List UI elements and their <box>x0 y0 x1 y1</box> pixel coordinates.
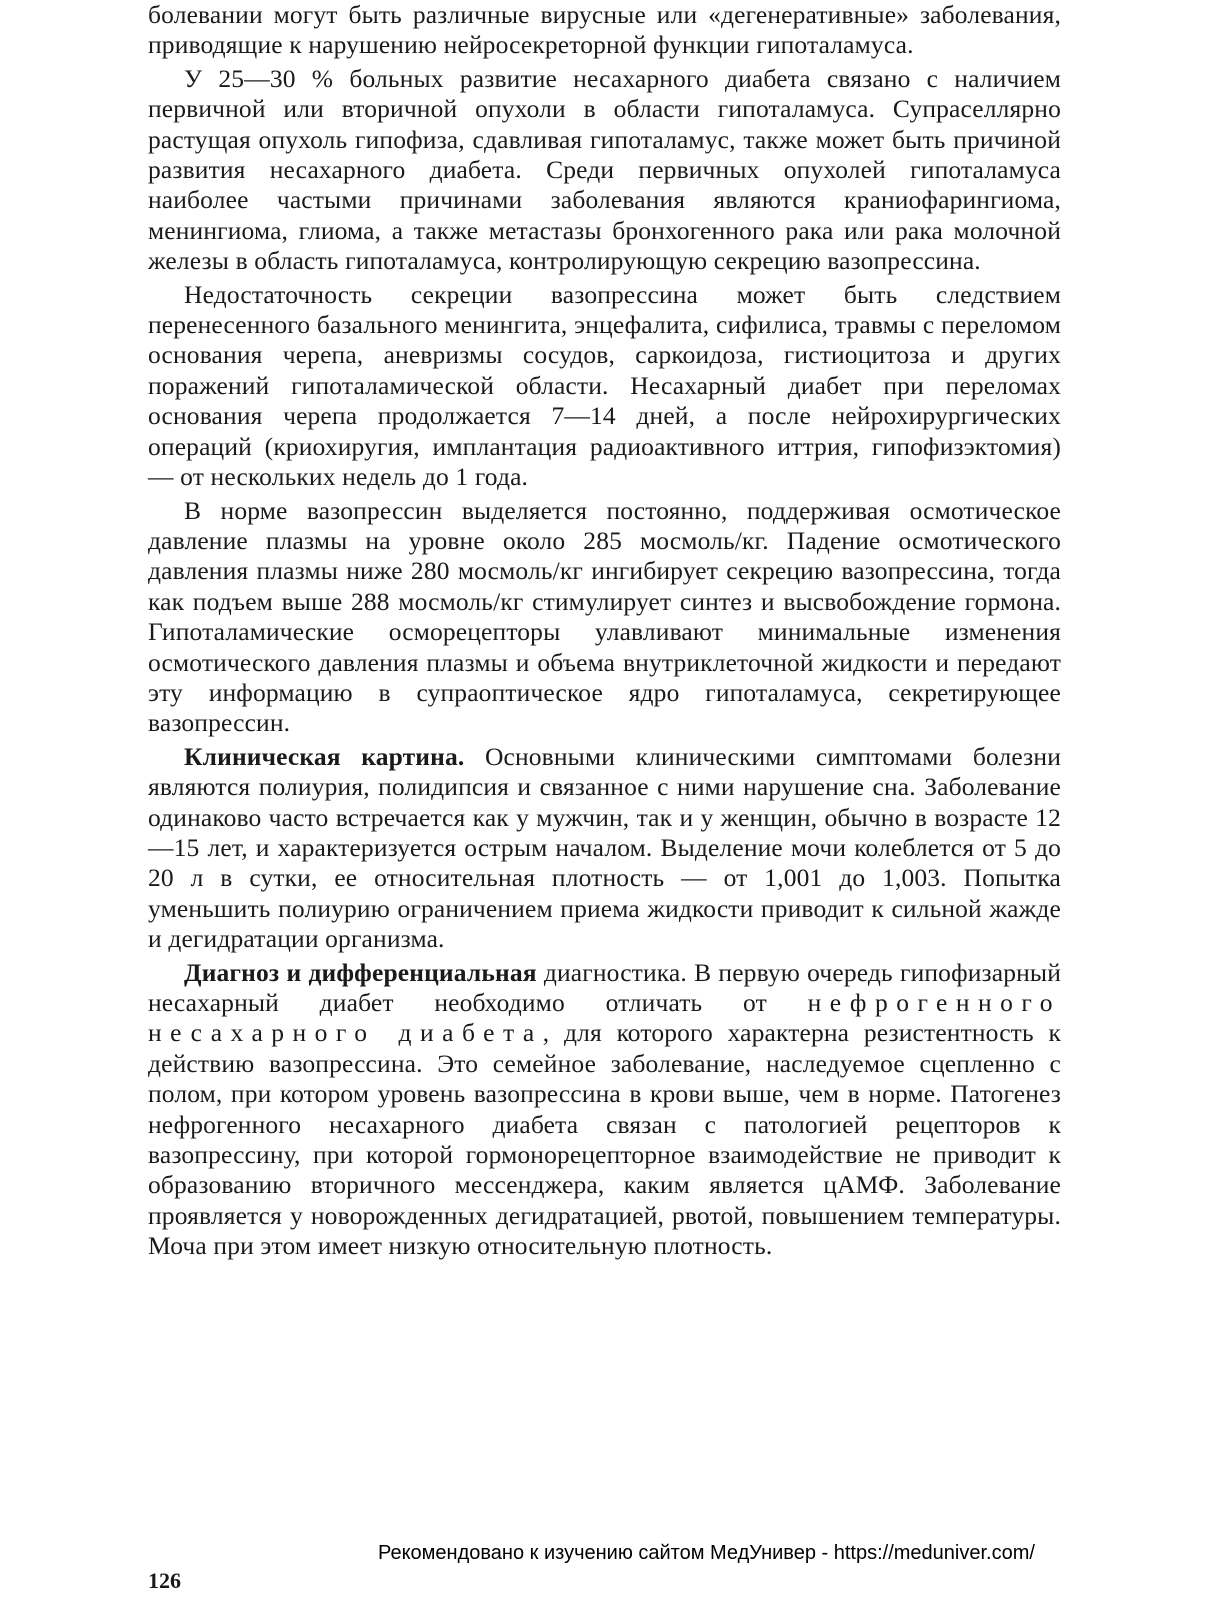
paragraph-text: диагностика. В первую очередь гипофизарный несахарный диабет необходимо отличать от <box>148 957 1062 1017</box>
paragraph-text: Недостаточность секреции вазопрессина может быть следствием перенесенного базального менингита, энцефалита, сифилиса, травмы с переломом основания черепа, аневризмы сосудов, саркоидоза, гистиоцитоза и других поражений гипоталамической области. Несахарный диабет при переломах основания черепа продолжается 7—14 дней, а после нейрохирургических операций (криохиругия, имплантация радиоактивного иттрия, гипофизэктомия) — от нескольких недель до 1 года. <box>148 279 1061 492</box>
footer-note: Рекомендовано к изучению сайтом МедУнивер - https://meduniver.com/ <box>378 1542 1035 1564</box>
paragraph-text: В норме вазопрессин выделяется постоянно, поддерживая осмотическое давление плазмы на уровне около 285 мосмоль/кг. Падение осмотического давления плазмы ниже 280 мосмоль/кг ингибирует секрецию вазопрессина, тогда как подъем выше 288 мосмоль/кг стимулирует синтез и высвобождение гормона. Гипоталамические осморецепторы улавливают минимальные изменения осмотического давления плазмы и объема внутриклеточной жидкости и передают эту информацию в супраоптическое ядро гипоталамуса, секретирующее вазопрессин. <box>148 495 1061 738</box>
paragraph-2 <box>148 64 1061 277</box>
paragraph-text: У 25—30 % больных развитие несахарного диабета связано с наличием первичной или вторичной опухоли в области гипоталамуса. Супраселлярно растущая опухоль гипофиза, сдавливая гипоталамус, также может быть причиной развития несахарного диабета. Среди первичных опухолей гипоталамуса наиболее частыми причинами заболевания являются краниофарингиома, менингиома, глиома, а также метастазы бронхогенного рака или рака молочной железы в область гипоталамуса, контролирующую секрецию вазопрессина. <box>148 63 1061 276</box>
paragraph-3 <box>148 280 1061 493</box>
section-heading: Клиническая картина. <box>184 741 465 771</box>
page-number: 126 <box>148 1568 181 1593</box>
paragraph-1 <box>148 0 1061 61</box>
body-text <box>148 0 1061 1262</box>
section-heading: Диагноз и дифференциальная <box>184 957 537 987</box>
paragraph-6 <box>148 958 1061 1262</box>
emphasized-term: нефрогенного несахарного диабета <box>148 988 1061 1048</box>
paragraph-4 <box>148 496 1061 739</box>
paragraph-5 <box>148 742 1061 955</box>
paragraph-text: Основными клиническими симптомами болезни являются полиурия, полидипсия и связанное с ними нарушение сна. Заболевание одинаково часто встречается как у мужчин, так и у женщин, обычно в возрасте 12—15 лет, и характеризуется острым началом. Выделение мочи колеблется от 5 до 20 л в сутки, ее относительная плотность — от 1,001 до 1,003. Попытка уменьшить полиурию ограничением приема жидкости приводит к сильной жажде и дегидратации организма. <box>148 741 1061 954</box>
paragraph-text: , для которого характерна резистентность к действию вазопрессина. Это семейное заболевание, наследуемое сцепленно с полом, при котором уровень вазопрессина в крови выше, чем в норме. Патогенез нефрогенного несахарного диабета связан с патологией рецепторов к вазопрессину, при которой гормонорецепторное взаимодействие не приводит к образованию вторичного мессенджера, каким является цАМФ. Заболевание проявляется у новорожденных дегидратацией, рвотой, повышением температуры. Моча при этом имеет низкую относительную плотность. <box>148 1018 1061 1261</box>
paragraph-text: болевании могут быть различные вирусные или «дегенеративные» заболевания, приводящие к нарушению нейросекреторной функции гипоталамуса. <box>148 0 1061 60</box>
